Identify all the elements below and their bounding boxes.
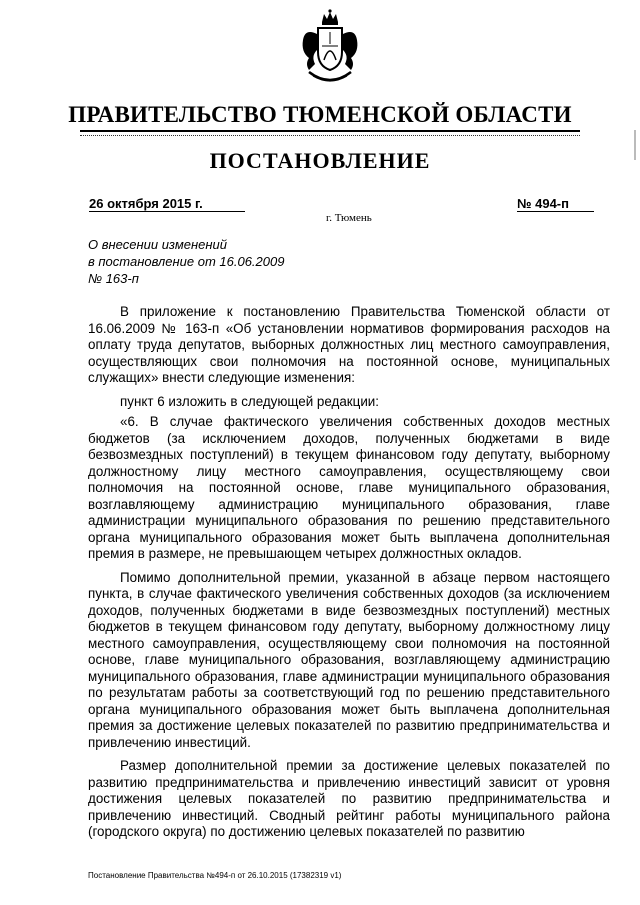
body-paragraph: Помимо дополнительной премии, указанной в абзаце первом настоящего пункта, в случае фактического увеличения собственных доходов (за исключением доходов, полученных бюджетами в виде безвозмездных поступлений) местных бюджетов в текущем финансовом году депутату, выборному должностному лицу местного самоуправления, осуществляющему свои полномочия на постоянной основе, главе муниципального образования, возглавляющему администрацию муниципального образования, главе администрации муниципального образования по результатам работы за соответствующий год по решению представительного органа муниципального образования может быть выплачена дополнительная премия за достижение целевых показателей по развитию предпринимательства и привлечению инвестиций. xyxy=(88,569,610,750)
body-paragraph: «6. В случае фактического увеличения собственных доходов местных бюджетов (за исключением доходов, полученных бюджетами в виде безвозмездных поступлений) в текущем финансовом году депутату, выборному должностному лицу местного самоуправления, осуществляющему свои полномочия на постоянной основе, главе муниципального образования, возглавляющему администрацию муниципального образования, главе администрации муниципального образования по решению представительного органа муниципального образования может быть выплачена дополнительная премия в размере, не превышающем четырех должностных окладов. xyxy=(88,414,610,561)
organization-title: ПРАВИТЕЛЬСТВО ТЮМЕНСКОЙ ОБЛАСТИ xyxy=(68,102,572,127)
document-body xyxy=(88,304,610,841)
document-number: № 494-п xyxy=(517,196,594,212)
body-paragraph: В приложение к постановлению Правительства Тюменской области от 16.06.2009 № 163-п «Об установлении нормативов формирования расходов на оплату труда депутатов, выборных должностных лиц местного самоуправления, осуществляющих свои полномочия на постоянной основе, муниципальных служащих» внести следующие изменения: xyxy=(88,304,610,385)
body-paragraph: пункт 6 изложить в следующей редакции: xyxy=(120,393,379,409)
header-rule-dotted xyxy=(80,135,580,136)
subject-line: в постановление от 16.06.2009 xyxy=(88,254,285,269)
body-paragraph: Размер дополнительной премии за достижение целевых показателей по развитию предпринимательства и привлечению инвестиций зависит от уровня достижения целевых показателей по развитию предпринимательства и привлечению инвестиций. Сводный рейтинг работы муниципального района (городского округа) по достижению целевых показателей по развитию xyxy=(88,758,610,839)
document-subject xyxy=(88,236,284,287)
document-footer: Постановление Правительства №494-п от 26.10.2015 (17382319 v1) xyxy=(88,871,342,880)
header-rule xyxy=(80,130,580,132)
document-city: г. Тюмень xyxy=(326,212,372,224)
document-date: 26 октября 2015 г. xyxy=(89,196,245,212)
coat-of-arms-icon xyxy=(295,8,365,88)
subject-line: О внесении изменений xyxy=(88,237,227,252)
scan-edge-mark xyxy=(634,130,636,160)
subject-line: № 163-п xyxy=(88,271,139,286)
document-type: ПОСТАНОВЛЕНИЕ xyxy=(209,148,431,173)
